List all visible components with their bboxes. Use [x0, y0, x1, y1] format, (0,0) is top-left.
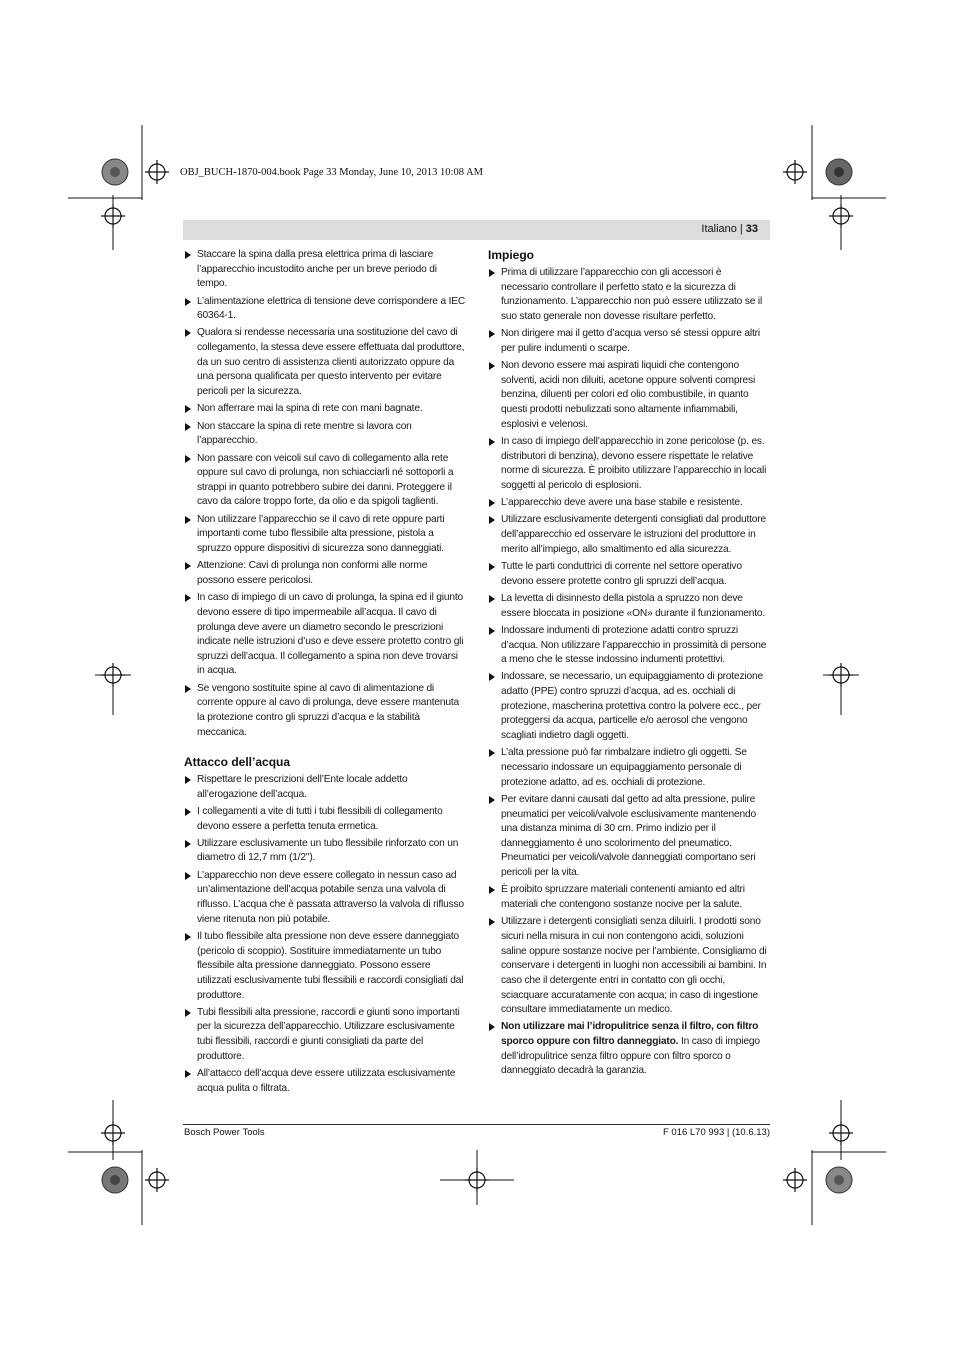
bullet-triangle-icon — [489, 563, 495, 571]
water-list — [184, 773, 466, 1096]
bullet-triangle-icon — [185, 594, 191, 602]
list-item: Non afferrare mai la spina di rete con mani bagnate. — [184, 402, 466, 417]
bullet-triangle-icon — [489, 595, 495, 603]
bullet-triangle-icon — [489, 918, 495, 926]
footer-doc-ref: F 016 L70 993 | (10.6.13) — [662, 1127, 770, 1138]
list-item: Non dirigere mai il getto d’acqua verso sé stessi oppure altri per pulire indumenti o scarpe. — [488, 327, 771, 356]
list-item: Prima di utilizzare l’apparecchio con gli accessori è necessario controllare il perfetto stato e la sicurezza di funzionamento. L’apparecchio non può essere utilizzato se il suo stato generale non dovesse risultare perfetto. — [488, 266, 771, 325]
list-item: Utilizzare esclusivamente un tubo flessibile rinforzato con un diametro di 12,7 mm (1/2"). — [184, 837, 466, 866]
bullet-triangle-icon — [185, 840, 191, 848]
bullet-triangle-icon — [489, 673, 495, 681]
bullet-triangle-icon — [185, 776, 191, 784]
list-item: I collegamenti a vite di tutti i tubi flessibili di collegamento devono essere a perfetta tenuta ermetica. — [184, 805, 466, 834]
list-item: Indossare, se necessario, un equipaggiamento di protezione adatto (PPE) contro spruzzi d’acqua, ad es. occhiali di protezione, mascherina protettiva contro la polvere ecc., per proteggersi da acqua, particelle e/o aerosol che vengono scagliati indietro dagli oggetti. — [488, 670, 771, 743]
bullet-triangle-icon — [185, 251, 191, 259]
bullet-triangle-icon — [185, 329, 191, 337]
bullet-triangle-icon — [489, 438, 495, 446]
list-item: È proibito spruzzare materiali contenenti amianto ed altri materiali che contengono sostanze nocive per la salute. — [488, 883, 771, 912]
bullet-triangle-icon — [185, 455, 191, 463]
header-separator: | — [739, 223, 743, 235]
bullet-triangle-icon — [489, 886, 495, 894]
safety-list — [184, 248, 466, 740]
bullet-triangle-icon — [489, 499, 495, 507]
bullet-triangle-icon — [489, 627, 495, 635]
page-header-bar — [183, 220, 770, 240]
section-title-water: Attacco dell’acqua — [184, 754, 291, 769]
list-item: L’alta pressione può far rimbalzare indietro gli oggetti. Se necessario indossare un equipaggiamento personale di protezione adatto, ad es. occhiali di protezione. — [488, 746, 771, 790]
bullet-triangle-icon — [489, 749, 495, 757]
bullet-triangle-icon — [185, 933, 191, 941]
bullet-triangle-icon — [185, 808, 191, 816]
bullet-triangle-icon — [185, 516, 191, 524]
page-number: 33 — [745, 223, 758, 235]
list-item: Non utilizzare l’apparecchio se il cavo di rete oppure parti importanti come tubo flessibile alta pressione, pistola a spruzzo oppure dispositivi di sicurezza sono danneggiati. — [184, 513, 466, 557]
list-item: Se vengono sostituite spine al cavo di alimentazione di corrente oppure al cavo di prolunga, deve essere mantenuta la protezione contro gli spruzzi d’acqua e la stabilità meccanica. — [184, 682, 466, 741]
header-language: Italiano — [701, 223, 737, 235]
list-item: L’alimentazione elettrica di tensione deve corrispondere a IEC 60364-1. — [184, 295, 466, 324]
list-item: Staccare la spina dalla presa elettrica prima di lasciare l’apparecchio incustodito anche per un breve periodo di tempo. — [184, 248, 466, 292]
list-item: Non devono essere mai aspirati liquidi che contengono solventi, acidi non diluiti, acetone oppure solventi compresi benzina, diluenti per colori ed olio combustibile, in quanto questi prodotti nebulizzati sono altamente infiammabili, esplosivi e velenosi. — [488, 359, 771, 432]
bullet-triangle-icon — [185, 1009, 191, 1017]
list-item: L’apparecchio non deve essere collegato in nessun caso ad un’alimentazione dell’acqua potabile senza una valvola di riflusso. L’acqua che è passata attraverso la valvola di riflusso viene ritenuta non più potabile. — [184, 869, 466, 928]
list-item-warning — [488, 1020, 771, 1079]
bullet-triangle-icon — [489, 516, 495, 524]
list-item: La levetta di disinnesto della pistola a spruzzo non deve essere bloccata in posizione «ON» durante il funzionamento. — [488, 592, 771, 621]
bullet-triangle-icon — [489, 1023, 495, 1031]
list-item: Rispettare le prescrizioni dell’Ente locale addetto all’erogazione dell’acqua. — [184, 773, 466, 802]
list-item: Utilizzare esclusivamente detergenti consigliati dal produttore dell’apparecchio ed osservare le istruzioni del produttore in merito all’impiego, allo smaltimento ed alla sicurezza. — [488, 513, 771, 557]
warning-bold-text: Non utilizzare mai l’idropulitrice senza il filtro, con filtro sporco oppure con filtro danneggiato. — [501, 1021, 759, 1048]
list-item: Tubi flessibili alta pressione, raccordi e giunti sono importanti per la sicurezza dell’apparecchio. Utilizzare esclusivamente tubi flessibili, raccordi e giunti consigliati da parte del produttore. — [184, 1006, 466, 1065]
footer-brand: Bosch Power Tools — [184, 1127, 265, 1138]
list-item: Qualora si rendesse necessaria una sostituzione del cavo di collegamento, la stessa deve essere effettuata dal produttore, da un suo centro di assistenza clienti autorizzato oppure da una persona qualificata per questo intervento per evitare pericoli per la sicurezza. — [184, 326, 466, 399]
right-column — [488, 248, 771, 1082]
bullet-triangle-icon — [185, 872, 191, 880]
bullet-triangle-icon — [489, 796, 495, 804]
bullet-triangle-icon — [185, 423, 191, 431]
bullet-triangle-icon — [185, 562, 191, 570]
list-item: Il tubo flessibile alta pressione non deve essere danneggiato (pericolo di scoppio). Sostituire immediatamente un tubo flessibile alta pressione danneggiato. Possono essere utilizzati esclusivamente tubi flessibili e raccordi consigliati dal produttore. — [184, 930, 466, 1003]
usage-list — [488, 266, 771, 1079]
list-item: Per evitare danni causati dal getto ad alta pressione, pulire pneumatici per veicoli/valvole esclusivamente mantenendo una distanza minima di 30 cm. Primo indizio per il danneggiamento è uno scolorimento del pneumatico. Pneumatici per veicoli/valvole danneggiati comportano seri pericoli per la vita. — [488, 793, 771, 881]
list-item: In caso di impiego di un cavo di prolunga, la spina ed il giunto devono essere di tipo impermeabile all’acqua. Il cavo di prolunga deve avere un diametro secondo le prescrizioni indicate nelle istruzioni d’uso e deve essere protetto contro gli spruzzi dell’acqua. Il collegamento a spina non deve trovarsi in acqua. — [184, 591, 466, 679]
list-item: Utilizzare i detergenti consigliati senza diluirli. I prodotti sono sicuri nella misura in cui non contengono acidi, soluzioni saline oppure sostanze nocive per l’ambiente. Consigliamo di conservare i detergenti in luoghi non accessibili ai bambini. In caso che il detergente entri in contatto con gli occhi, sciacquare accuratamente con acqua; in caso di ingestione consultare immediatamente un medico. — [488, 915, 771, 1018]
warning-rest-text: In caso di impiego dell’idropulitrice senza filtro oppure con filtro sporco o danneggiato decadrà la garanzia. — [501, 1036, 760, 1077]
list-item: Non staccare la spina di rete mentre si lavora con l’apparecchio. — [184, 420, 466, 449]
bullet-triangle-icon — [185, 405, 191, 413]
bullet-triangle-icon — [185, 685, 191, 693]
section-title-usage: Impiego — [488, 248, 535, 262]
list-item: L’apparecchio deve avere una base stabile e resistente. — [488, 496, 771, 511]
bullet-triangle-icon — [185, 298, 191, 306]
bullet-triangle-icon — [185, 1070, 191, 1078]
list-item: Indossare indumenti di protezione adatti contro spruzzi d’acqua. Non utilizzare l’apparecchio in prossimità di persone a meno che le stesse indossino indumenti protettivi. — [488, 624, 771, 668]
list-item: Non passare con veicoli sul cavo di collegamento alla rete oppure sul cavo di prolunga, non schiacciarli né sottoporli a strappi in quanto potrebbero subire dei danni. Proteggere il cavo da calore troppo forte, da olio e da spigoli taglienti. — [184, 452, 466, 511]
list-item: Attenzione: Cavi di prolunga non conformi alle norme possono essere pericolosi. — [184, 559, 466, 588]
left-column — [184, 248, 466, 1099]
list-item: All’attacco dell’acqua deve essere utilizzata esclusivamente acqua pulita o filtrata. — [184, 1067, 466, 1096]
print-info-line: OBJ_BUCH-1870-004.book Page 33 Monday, June 10, 2013 10:08 AM — [180, 167, 483, 178]
list-item: In caso di impiego dell’apparecchio in zone pericolose (p. es. distributori di benzina), devono essere rispettate le relative norme di sicurezza. È proibito utilizzare l’apparecchio in locali soggetti al pericolo di esplosioni. — [488, 435, 771, 494]
footer-divider — [183, 1124, 770, 1125]
page-header — [701, 223, 758, 235]
bullet-triangle-icon — [489, 269, 495, 277]
list-item: Tutte le parti conduttrici di corrente nel settore operativo devono essere protette contro gli spruzzi dell’acqua. — [488, 560, 771, 589]
bullet-triangle-icon — [489, 330, 495, 338]
bullet-triangle-icon — [489, 362, 495, 370]
